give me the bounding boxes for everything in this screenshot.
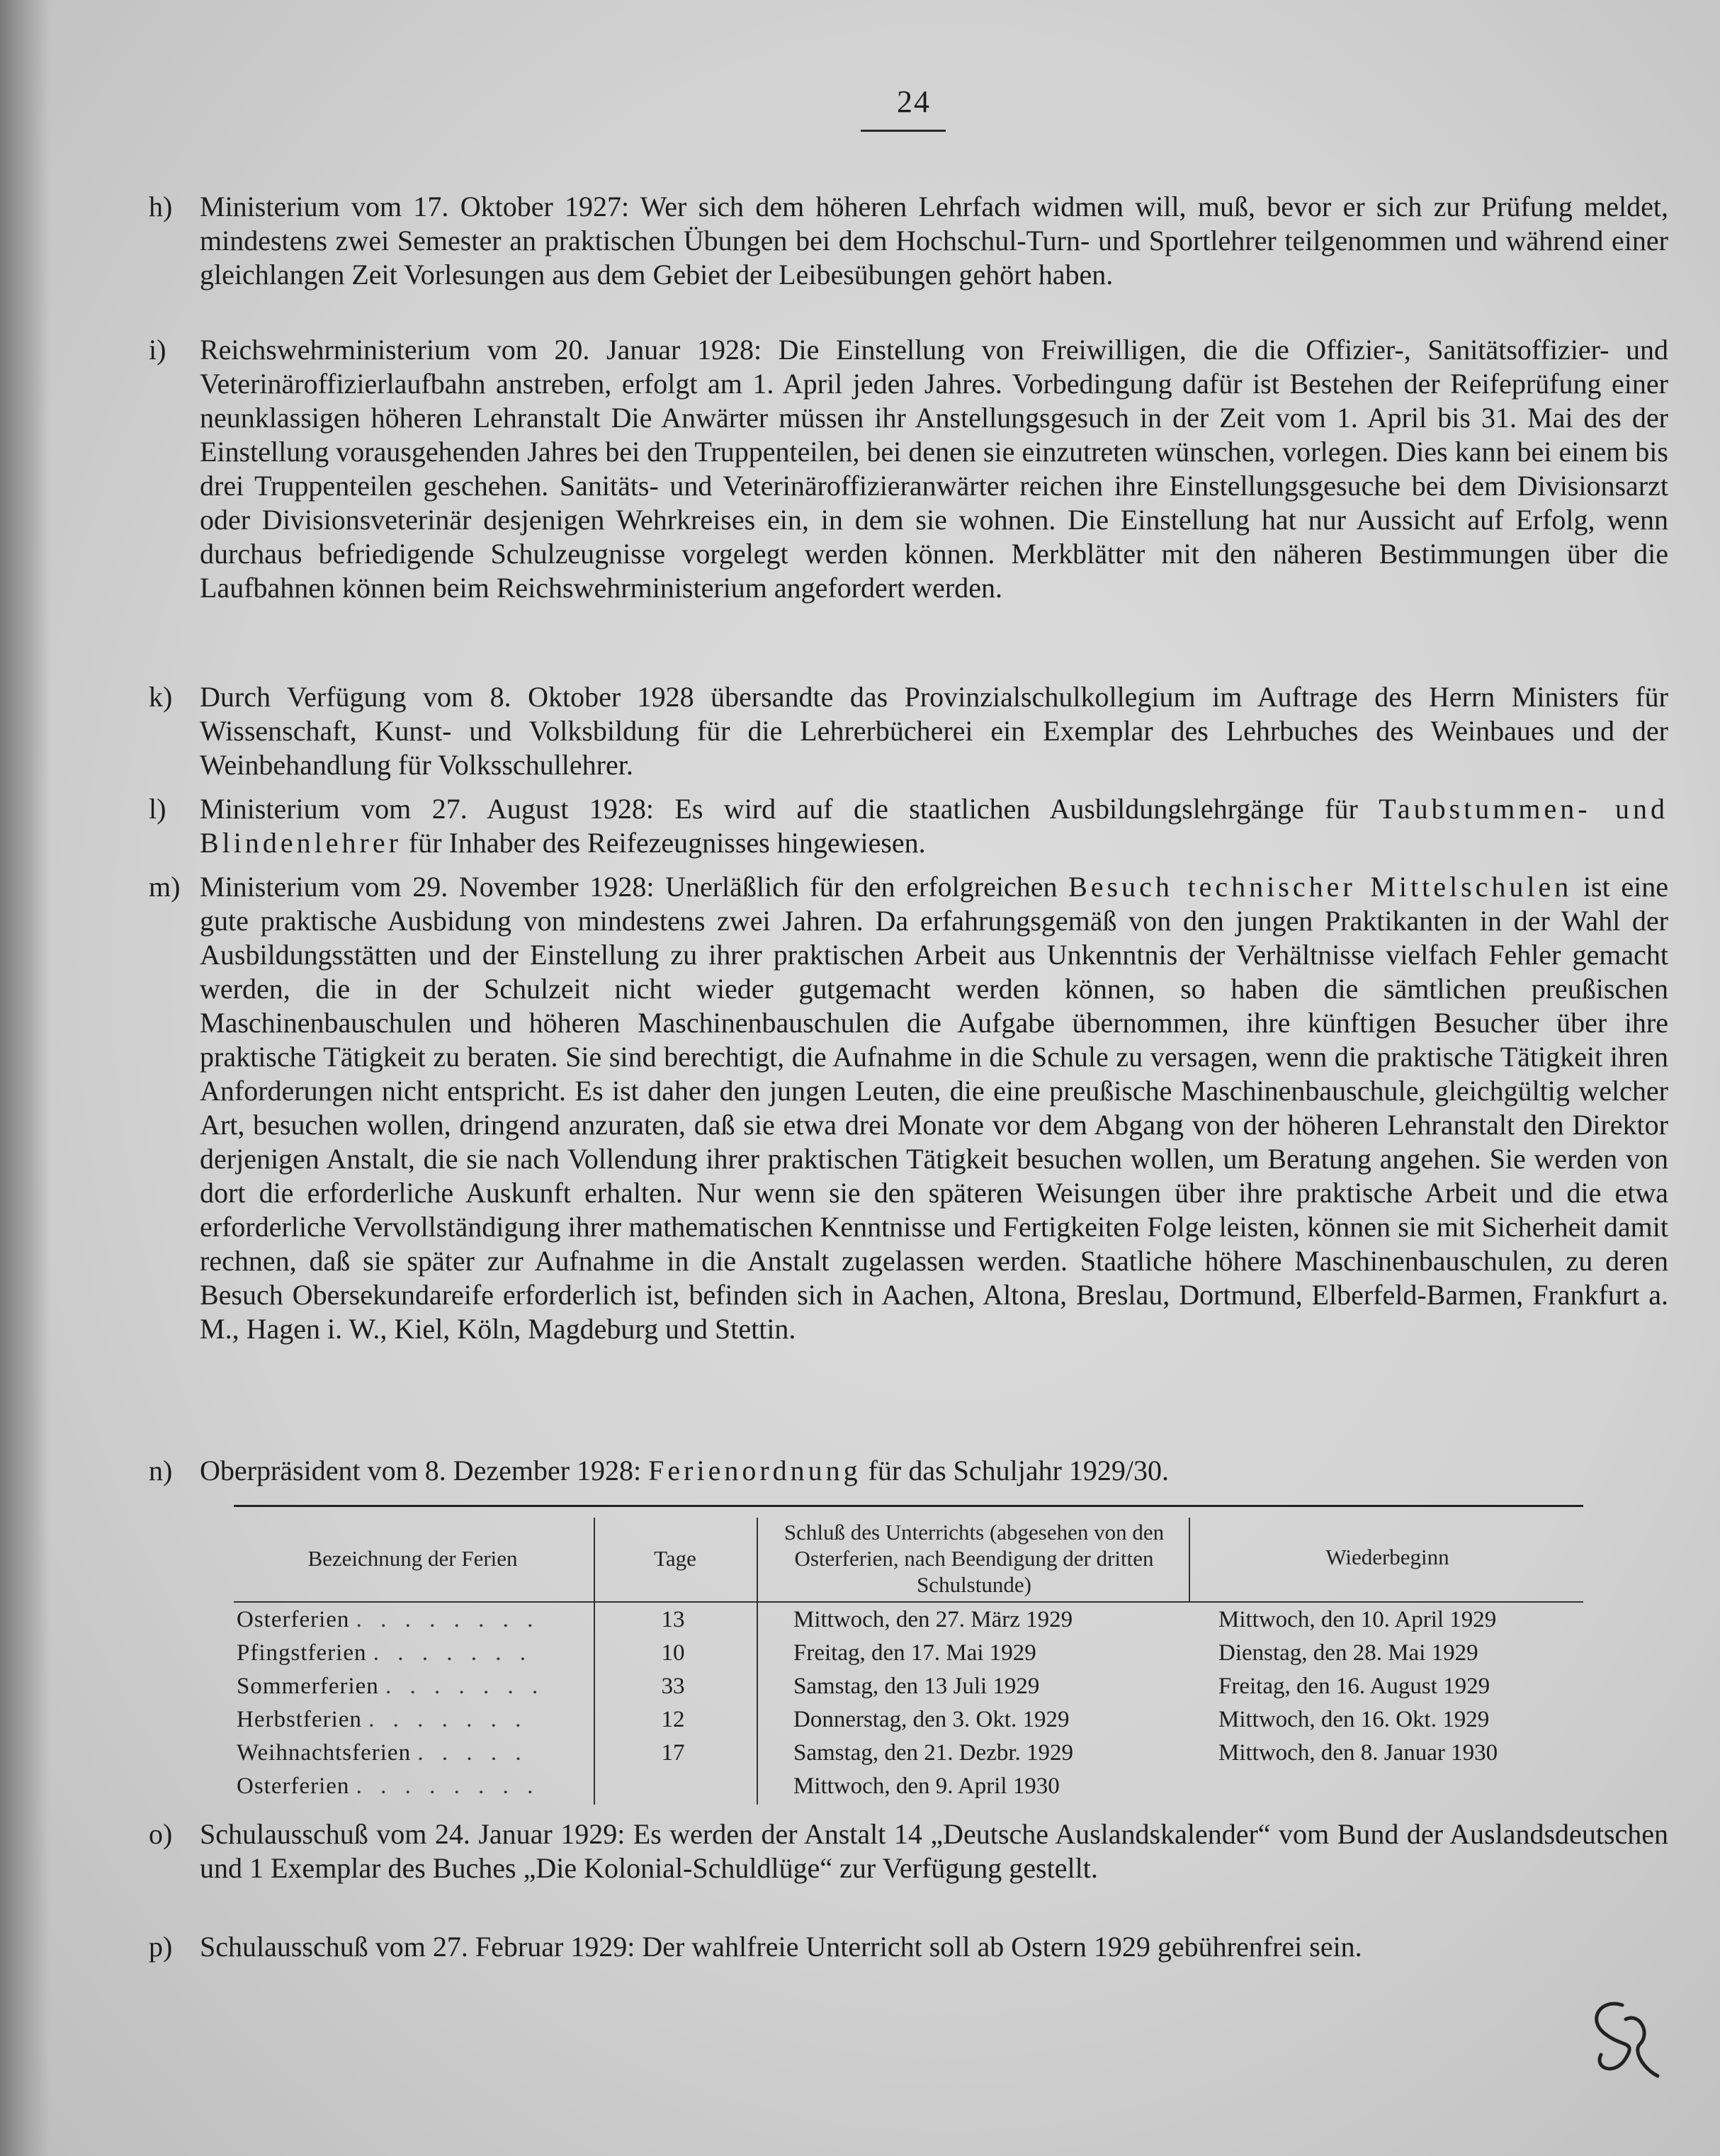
page-number: 24 [897,84,931,119]
entry-m [149,870,1668,1346]
entry-k [149,680,1668,782]
entry-label: n) [149,1455,173,1486]
table-row [234,1670,1583,1703]
cell-name: Weihnachtsferien . . . . . [237,1740,528,1766]
table-header-rule [234,1601,1583,1603]
cell-restart: Mittwoch, den 16. Okt. 1929 [1218,1707,1490,1732]
entry-h [149,190,1668,292]
entry-text: Reichswehrministerium vom 20. Januar 1928: Die Einstellung von Freiwilligen, die die Offizier-, Sanitätsoffizier- und Veterinäroffizierlaufbahn anstreben, erfolgt am 1. April jeden Jahres. Vorbedingung dafür ist Bestehen der Reifeprüfung einer neunklassigen höheren Lehranstalt Die Anwärter müssen ihr Anstellungsgesuch in der Zeit vom 1. April bis 31. Mai des der Einstellung vorausgehenden Jahres bei den Truppenteilen, bei denen sie einzutreten wünschen, vorlegen. Dies kann bei einem bis drei Truppenteilen geschehen. Sanitäts- und Veterinäroffizieranwärter reichen ihre Einstellungsgesuche bei dem Divisionsarzt oder Divisionsveterinär desjenigen Wehrkreises ein, in dem sie wohnen. Die Einstellung hat nur Aussicht auf Erfolg, wenn durchaus befriedigende Schulzeugnisse vorgelegt werden können. Merkblätter mit den näheren Bestimmungen über die Laufbahnen können beim Reichswehrministerium angefordert werden. [200,334,1668,604]
entry-text: Schulausschuß vom 24. Januar 1929: Es werden der Anstalt 14 „Deutsche Auslandskalender“ vom Bund der Auslandsdeutschen und 1 Exemplar des Buches „Die Kolonial-Schuldlüge“ zur Verfügung gestellt. [200,1818,1668,1884]
table-row [234,1703,1583,1736]
handwritten-signature [1573,1991,1665,2097]
cell-end: Samstag, den 21. Dezbr. 1929 [793,1740,1074,1766]
entry-label: k) [149,681,173,713]
cell-days: 17 [661,1740,685,1766]
spaced-emphasis: Besuch technischer Mittelschulen [1068,871,1573,903]
table-row [234,1737,1583,1769]
entry-i [149,333,1668,605]
entry-text-part: für Inhaber des Reifezeugnisses hingewiesen. [408,827,926,859]
entry-l [149,792,1668,860]
entry-text: Schulausschuß vom 27. Februar 1929: Der wahlfreie Unterricht soll ab Ostern 1929 gebührenfrei sein. [200,1931,1362,1963]
entry-label: m) [149,871,181,903]
table-column-rule [1189,1518,1190,1601]
table-header-end: Schluß des Unterrichts (abgesehen von den Osterferien, nach Beendigung der dritten Schulstunde) [783,1520,1165,1597]
entry-n [149,1454,1668,1488]
entry-text-part: Ministerium vom 29. November 1928: Unerläßlich für den erfolgreichen [200,871,1058,903]
entry-text-part: Oberpräsident vom 8. Dezember 1928: [200,1455,642,1486]
entry-text: Durch Verfügung vom 8. Oktober 1928 übersandte das Provinzialschulkollegium im Auftrage des Herrn Ministers für Wissenschaft, Kunst- und Volksbildung für die Lehrerbücherei ein Exemplar des Lehrbuches des Weinbaues und der Weinbehandlung für Volksschullehrer. [200,681,1668,781]
entry-text [200,1454,1668,1488]
table-row [234,1637,1583,1669]
cell-name: Osterferien . . . . . . . . [237,1773,540,1799]
cell-restart: Dienstag, den 28. Mai 1929 [1218,1640,1478,1666]
cell-name: Sommerferien . . . . . . . [237,1674,545,1699]
spaced-emphasis: Ferienordnung [648,1455,861,1486]
entry-text-part: für das Schuljahr 1929/30. [868,1455,1170,1486]
entry-label: i) [149,334,166,366]
cell-days: 33 [661,1674,685,1699]
cell-end: Mittwoch, den 27. März 1929 [793,1607,1073,1632]
entry-text: Ministerium vom 17. Oktober 1927: Wer sich dem höheren Lehrfach widmen will, muß, bevor er sich zur Prüfung meldet, mindestens zwei Semester an praktischen Übungen bei dem Hochschul-Turn- und Sportlehrer teilgenommen und während einer gleichlangen Zeit Vorlesungen aus dem Gebiet der Leibesübungen gehört haben. [200,191,1668,290]
table-top-rule [234,1505,1583,1507]
cell-name: Pfingstferien . . . . . . . [237,1640,532,1666]
cell-name: Herbstferien . . . . . . . [237,1707,528,1732]
spaced-emphasis: Taubstummen- und Blindenlehrer [200,793,1669,859]
cell-days: 10 [661,1640,685,1666]
cell-days: 13 [661,1607,685,1632]
cell-restart: Freitag, den 16. August 1929 [1218,1674,1490,1699]
table-header-restart: Wiederbeginn [1325,1545,1449,1569]
entry-text-part: Ministerium vom 27. August 1928: Es wird auf die staatlichen Ausbildungslehrgänge für [200,793,1358,825]
entry-label: h) [149,191,173,222]
cell-end: Donnerstag, den 3. Okt. 1929 [793,1707,1070,1732]
entry-text [200,792,1668,860]
cell-end: Freitag, den 17. Mai 1929 [793,1640,1036,1666]
cell-days: 12 [661,1707,685,1732]
page-number-rule [861,130,946,132]
cell-restart: Mittwoch, den 8. Januar 1930 [1218,1740,1498,1766]
entry-label: p) [149,1931,173,1963]
cell-end: Samstag, den 13 Juli 1929 [793,1674,1040,1699]
cell-name: Osterferien . . . . . . . . [237,1607,540,1632]
entry-text [200,870,1668,1346]
entry-label: l) [149,793,166,825]
table-header-days: Tage [654,1546,696,1571]
page-edge-shadow [0,0,50,2156]
table-header-name: Bezeichnung der Ferien [307,1546,518,1571]
entry-p [149,1930,1668,1964]
table-row [234,1770,1583,1802]
entry-o [149,1817,1668,1885]
cell-end: Mittwoch, den 9. April 1930 [793,1773,1060,1799]
table-row [234,1603,1583,1636]
entry-label: o) [149,1818,173,1850]
cell-restart: Mittwoch, den 10. April 1929 [1218,1607,1497,1632]
entry-text-part: ist eine gute praktische Ausbidung von mindestens zwei Jahren. Da erfahrungsgemäß von den jungen Praktikanten in der Wahl der Ausbildungsstätten und der Einstellung zu ihrer praktischen Arbeit aus Unkenntnis der Verhältnisse vielfach Fehler gemacht werden, die in der Schulzeit nicht wieder gutgemacht werden können, so haben die sämtlichen preußischen Maschinenbauschulen und höheren Maschinenbauschulen die Aufgabe übernommen, ihre künftigen Besucher über ihre praktische Tätigkeit zu beraten. Sie sind berechtigt, die Aufnahme in die Schule zu versagen, wenn die praktische Tätigkeit ihren Anforderungen nicht entspricht. Es ist daher den jungen Leuten, die eine preußische Maschinenbauschule, gleichgültig welcher Art, besuchen wollen, dringend anzuraten, daß sie etwa drei Monate vor dem Abgang von der höheren Lehranstalt den Direktor derjenigen Anstalt, die sie nach Vollendung ihrer praktischen Tätigkeit besuchen wollen, um Beratung angehen. Sie werden von dort die erforderliche Auskunft erhalten. Nur wenn sie den späteren Weisungen über ihre praktische Arbeit und die etwa erforderliche Vervollständigung ihrer mathematischen Kenntnisse und Fertigkeiten Folge leisten, können sie mit Sicherheit damit rechnen, daß sie später zur Aufnahme in die Anstalt zugelassen werden. Staatliche höhere Maschinenbauschulen, zu deren Besuch Obersekundareife erforderlich ist, befinden sich in Aachen, Altona, Breslau, Dortmund, Elberfeld-Barmen, Frankfurt a. M., Hagen i. W., Kiel, Köln, Magdeburg und Stettin. [200,871,1669,1345]
